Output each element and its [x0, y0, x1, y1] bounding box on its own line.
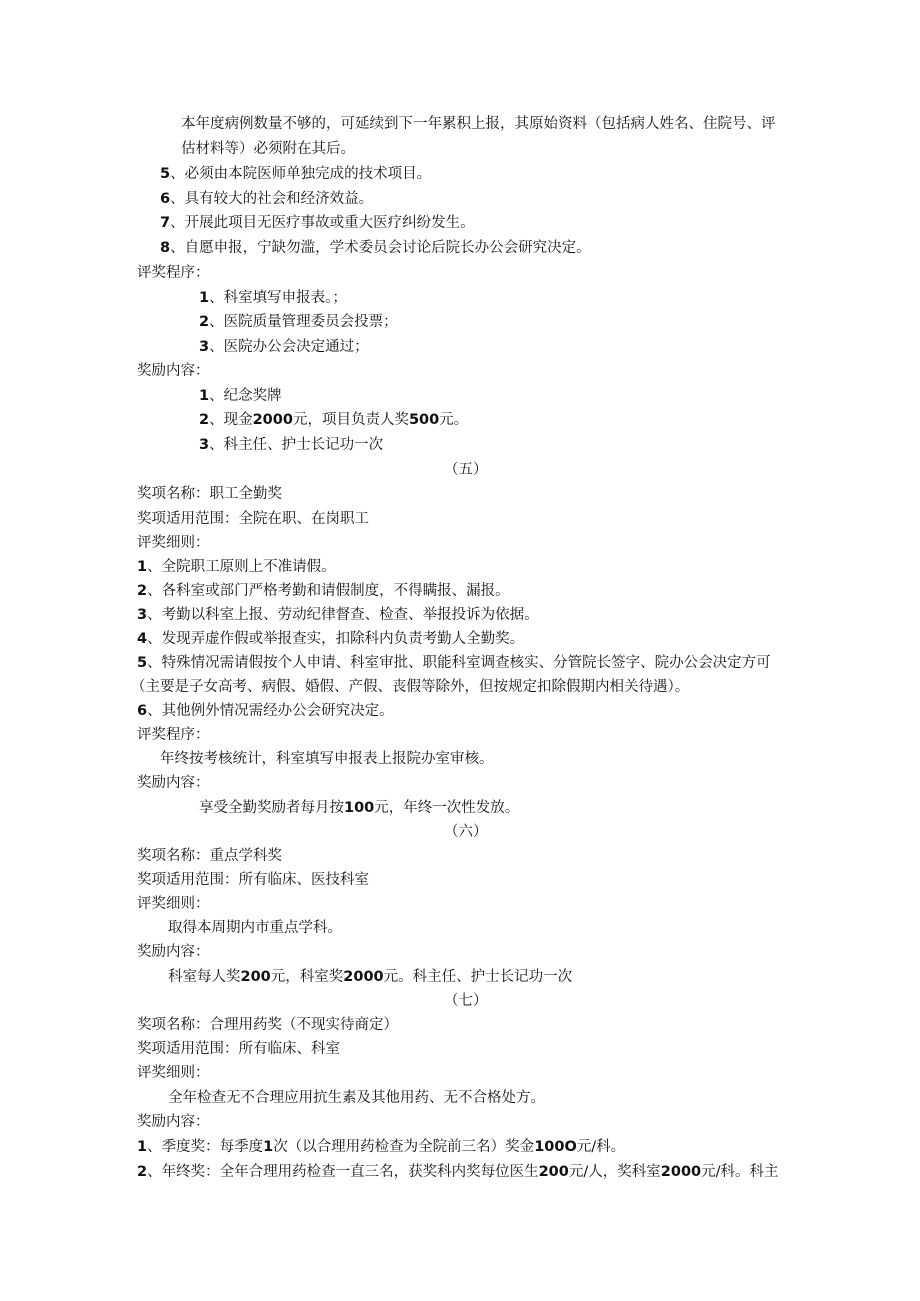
item-number: 2 — [199, 314, 210, 330]
item-text: 、考勤以科室上报、劳动纪律督查、检查、举报投诉为依据。 — [147, 607, 539, 623]
item-text: 元，项目负责人奖 — [292, 412, 409, 428]
list-item — [160, 189, 373, 209]
paragraph-line: 估材料等）必须附在其后。 — [181, 141, 355, 157]
award-scope: 奖项适用范围：全院在职、在岗职工 — [137, 511, 369, 527]
section-heading: （七） — [444, 993, 488, 1009]
item-text: 、全院职工原则上不准请假。 — [147, 559, 336, 575]
section-label: 奖励内容： — [137, 775, 210, 791]
item-number: 5 — [160, 166, 171, 182]
list-item — [199, 337, 369, 357]
list-item — [137, 1162, 779, 1182]
item-text: 元，科室奖 — [270, 969, 344, 985]
item-number: 6 — [160, 191, 171, 207]
item-text: 、现金 — [209, 412, 253, 428]
item-number: 3 — [199, 437, 210, 453]
paragraph-line: 全年检查无不合理应用抗生素及其他用药、无不合格处方。 — [168, 1090, 545, 1106]
paragraph-line — [199, 798, 519, 818]
award-name: 奖项名称：职工全勤奖 — [137, 486, 282, 502]
item-text: 、具有较大的社会和经济效益。 — [170, 191, 374, 207]
item-number: 3 — [199, 339, 210, 355]
item-text: 、医院办公会决定通过； — [209, 339, 369, 355]
item-number: 4 — [137, 631, 148, 647]
item-text: 、必须由本院医师单独完成的技术项目。 — [170, 166, 432, 182]
item-number: 2 — [199, 412, 210, 428]
list-item — [137, 557, 336, 577]
amount: 1 — [263, 1139, 274, 1155]
item-number: 2 — [137, 583, 148, 599]
item-text: 元。 — [439, 412, 469, 428]
award-scope: 奖项适用范围：所有临床、科室 — [137, 1041, 340, 1057]
item-text: 元/科。科主 — [701, 1164, 779, 1180]
item-number: 6 — [137, 703, 148, 719]
item-text: 、医院质量管理委员会投票； — [209, 314, 398, 330]
item-text: 享受全勤奖励者每月按 — [199, 800, 344, 816]
item-number: 7 — [160, 215, 171, 231]
item-text: 、各科室或部门严格考勤和请假制度，不得瞒报、漏报。 — [147, 583, 510, 599]
award-name: 奖项名称：合理用药奖（不现实待商定） — [137, 1017, 398, 1033]
list-item — [160, 213, 475, 233]
item-text: 、季度奖：每季度 — [147, 1139, 264, 1155]
item-text: 、年终奖：全年合理用药检查一直三名，获奖科内奖每位医生 — [147, 1164, 539, 1180]
list-item — [137, 581, 510, 601]
section-label: 评奖细则： — [137, 896, 210, 912]
list-item — [199, 435, 383, 455]
paragraph-line: 取得本周期内市重点学科。 — [168, 920, 342, 936]
list-item — [137, 653, 771, 673]
section-label: 评奖程序： — [137, 727, 210, 743]
list-item — [160, 238, 591, 258]
item-number: 5 — [137, 655, 148, 671]
item-text: 、科主任、护士长记功一次 — [209, 437, 384, 453]
paragraph-line: （主要是子女高考、病假、婚假、产假、丧假等除外，但按规定扣除假期内相关待遇）。 — [131, 679, 690, 695]
paragraph-line — [168, 967, 572, 987]
section-label: 评奖细则： — [137, 535, 210, 551]
section-label: 奖励内容： — [137, 363, 210, 379]
item-text: 、开展此项目无医疗事故或重大医疗纠纷发生。 — [170, 215, 475, 231]
item-number: 3 — [137, 607, 148, 623]
paragraph-line: 年终按考核统计，科室填写申报表上报院办室审核。 — [160, 751, 494, 767]
item-number: 1 — [199, 388, 210, 404]
amount: 100O — [534, 1139, 577, 1155]
item-text: 、纪念奖牌 — [209, 388, 282, 404]
item-text: 、发现弄虚作假或举报查实，扣除科内负责考勤人全勤奖。 — [147, 631, 525, 647]
amount: 2000 — [252, 412, 293, 428]
amount: 2000 — [660, 1164, 702, 1180]
item-text: 元/人，奖科室 — [568, 1164, 661, 1180]
item-number: 1 — [137, 559, 148, 575]
list-item — [199, 288, 347, 308]
amount: 2000 — [343, 969, 384, 985]
amount: 200 — [538, 1164, 569, 1180]
section-label: 奖励内容： — [137, 1114, 210, 1130]
amount: 100 — [344, 800, 375, 816]
award-scope: 奖项适用范围：所有临床、医技科室 — [137, 872, 369, 888]
amount: 500 — [408, 412, 440, 428]
item-text: 、特殊情况需请假按个人申请、科室审批、职能科室调查核实、分管院长签字、院办公会决定方可 — [147, 655, 771, 671]
list-item — [137, 605, 539, 625]
paragraph-line: 本年度病例数量不够的，可延续到下一年累积上报，其原始资料（包括病人姓名、住院号、评 — [181, 116, 776, 132]
item-number: 8 — [160, 240, 171, 256]
item-text: 元/科。 — [576, 1139, 626, 1155]
item-text: 、自愿申报，宁缺勿滥，学术委员会讨论后院长办公会研究决定。 — [170, 240, 591, 256]
amount: 200 — [240, 969, 271, 985]
item-number: 2 — [137, 1164, 148, 1180]
item-text: 元。科主任、护士长记功一次 — [383, 969, 573, 985]
item-text: 科室每人奖 — [168, 969, 241, 985]
list-item — [137, 629, 524, 649]
section-label: 奖励内容： — [137, 944, 210, 960]
list-item — [199, 312, 398, 332]
item-text: 次（以合理用药检查为全院前三名）奖金 — [273, 1139, 535, 1155]
list-item — [199, 410, 468, 430]
award-name: 奖项名称：重点学科奖 — [137, 848, 282, 864]
list-item — [137, 1137, 625, 1157]
list-item — [160, 164, 431, 184]
item-number: 1 — [137, 1139, 148, 1155]
item-text: 、科室填写申报表。； — [209, 290, 347, 306]
item-text: 、其他例外情况需经办公会研究决定。 — [147, 703, 394, 719]
list-item — [137, 701, 394, 721]
item-text: 元，年终一次性发放。 — [374, 800, 520, 816]
section-label: 评奖细则： — [137, 1065, 210, 1081]
list-item — [199, 386, 282, 406]
section-label: 评奖程序： — [137, 265, 210, 281]
item-number: 1 — [199, 290, 210, 306]
section-heading: （五） — [444, 462, 488, 478]
section-heading: （六） — [444, 824, 488, 840]
